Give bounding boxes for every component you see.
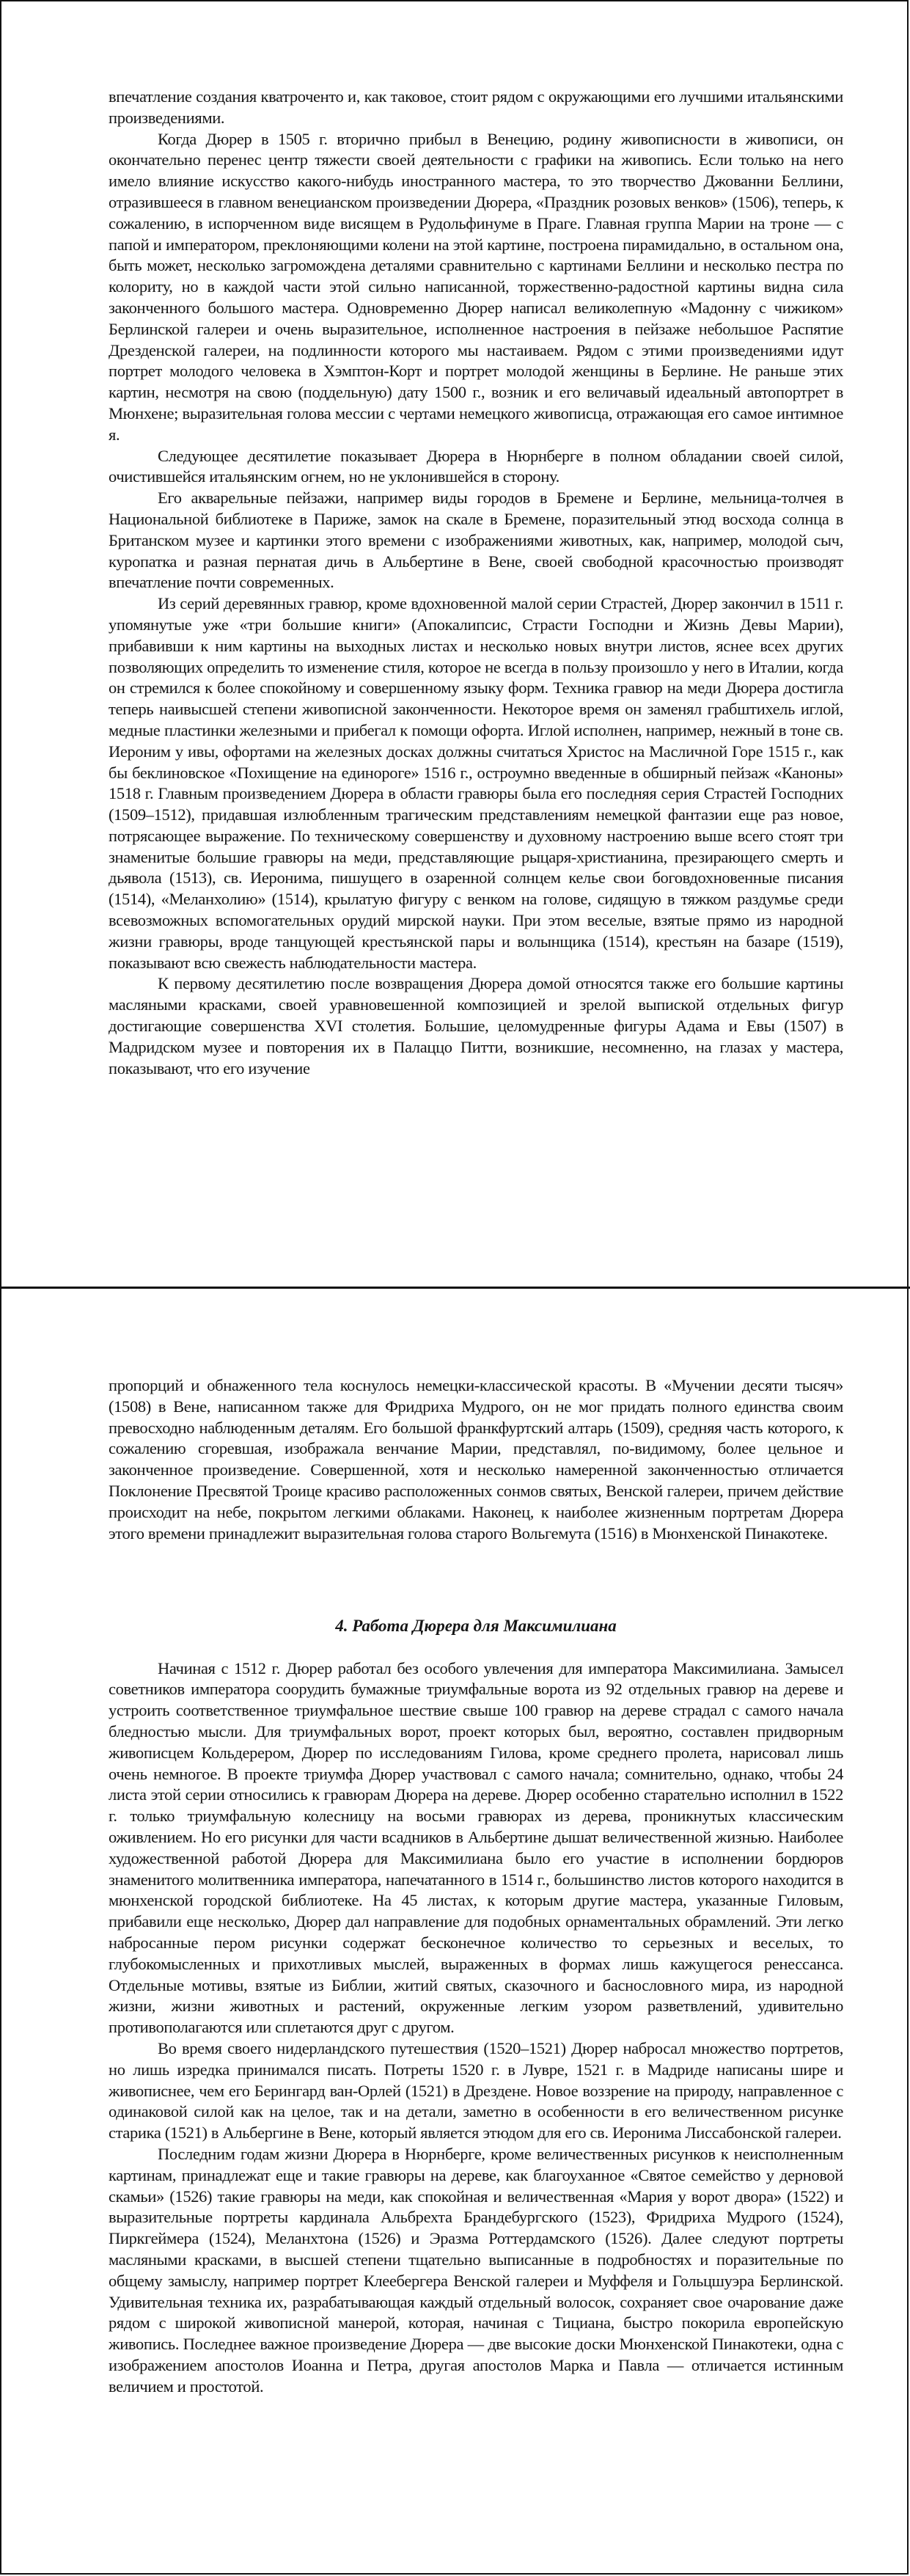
paragraph: К первому десятилетию после возвращения Дюрера домой относятся также его большие картины масляными красками, своей уравновешенной композицией и зрелой выпиской отдельных фигур достигающие совершенства XVI столетия. Большие, целомудренные фигуры Адама и Евы (1507) в Мадридском музее и повторения их в Палаццо Питти, возникшие, несомненно, на глазах у мастера, показывают, что его изучение	[109, 974, 843, 1077]
page-2-continuation	[109, 1375, 843, 1544]
page-separator	[0, 1287, 910, 1289]
paragraph-continuation: пропорций и обнаженного тела коснулось немецки-классической красоты. В «Мучении десяти тысяч» (1508) в Вене, написанном также для Фридриха Мудрого, он не мог придать полного единства своим превосходно наблюденным деталям. Его большой франкфуртский алтарь (1509), средняя часть которого, к сожалению сгоревшая, изображала венчание Марии, представлял, по-видимому, более цельное и законченное произведение. Совершенной, хотя и несколько намеренной законченностью отличается Поклонение Пресвятой Троице красиво расположенных сонмов святых, Венской галереи, причем действие происходит на небе, покрытом легкими облаками. Наконец, к наиболее жизненным портретам Дюрера этого времени принадлежит выразительная голова старого Вольгемута (1516) в Мюнхенской Пинакотеке.	[109, 1376, 843, 1543]
page-2-section	[109, 1616, 843, 2397]
page-1-body	[109, 87, 843, 1079]
section-heading: 4. Работа Дюрера для Максимилиана	[335, 1617, 617, 1635]
paragraph: Из серий деревянных гравюр, кроме вдохновенной малой серии Страстей, Дюрер закончил в 1511 г. упомянутые уже «три большие книги» (Апокалипсис, Страсти Господни и Жизнь Девы Марии), прибавивши к ним картины на выходных листах и несколько новых внутри листов, яснее всех других позволяющих определить то изменение стиля, которое не всегда в пользу произошло у него в Италии, когда он стремился к более спокойному и совершенному языку форм. Техника гравюр на меди Дюрера достигла теперь наивысшей степени живописной законченности. Некоторое время он заменял грабштихель иглой, медные пластинки железными и прибегал к помощи офорта. Иглой исполнен, например, нежный в тоне св. Иероним у ивы, офортами на железных досках должны считаться Христос на Масличной Горе 1515 г., как бы беклиновское «Похищение на единороге» 1516 г., остроумно введенные в обширный пейзаж «Каноны» 1518 г. Главным произведением Дюрера в области гравюры была его последняя серия Страстей Господних (1509–1512), придавшая излюбленным трагическим представлениям немецкой фантазии еще раз новое, потрясающее выражение. По техническому совершенству и духовному настроению выше всего стоят три знаменитые большие гравюры на меди, представляющие рыцаря-христианина, презирающего смерть и дьявола (1513), св. Иеронима, пишущего в озаренной солнцем келье свои боговдохновенные писания (1514), «Меланхолию» (1514), крылатую фигуру с венком на голове, сидящую в тяжком раздумье среди всевозможных вспомогательных орудий мирской науки. При этом веселые, взятые прямо из народной жизни гравюры, вроде танцующей крестьянской пары и волынщика (1514), крестьян на базаре (1519), показывают всю свежесть наблюдательности мастера.	[109, 594, 843, 972]
paragraph: Его акварельные пейзажи, например виды городов в Бремене и Берлине, мельница-толчея в Национальной библиотеке в Париже, замок на скале в Бремене, поразительный этюд восхода солнца в Британском музее и картинки этого времени с изображениями животных, как, например, молодой сыч, куропатка и разная пернатая дичь в Альбертине в Вене, своей свободной красочностью производят впечатление почти современных.	[109, 489, 843, 592]
paragraph: Следующее десятилетие показывает Дюрера в Нюрнберге в полном обладании своей силой, очистившейся итальянским огнем, но не уклонившейся в сторону.	[109, 446, 843, 486]
paragraph: впечатление создания кватроченто и, как таковое, стоит рядом с окружающими его лучшими итальянскими произведениями.	[109, 87, 843, 127]
section-body	[109, 1658, 843, 2398]
paragraph: Начиная с 1512 г. Дюрер работал без особого увлечения для императора Максимилиана. Замысел советников императора соорудить бумажные триумфальные ворота из 92 отдельных гравюр на дереве и устроить соответственное триумфальное шествие свыше 100 гравюр на дереве страдал с самого начала бледностью мысли. Для триумфальных ворот, проект которых был, вероятно, составлен придворным живописцем Кольдерером, Дюрер по исследованиям Гилова, кроме среднего пролета, нарисовал лишь очень немногое. В проекте триумфа Дюрер участвовал с самого начала; сомнительно, однако, чтобы 24 листа этой серии относились к гравюрам Дюрера на дереве. Дюрер особенно старательно исполнил в 1522 г. только триумфальную колесницу на восьми гравюрах из дерева, проникнутых классическим оживлением. Но его рисунки для части всадников в Альбертине дышат величественной жизнью. Наиболее художественной работой Дюрера для Максимилиана было его участие в исполнении бордюров знаменитого молитвенника императора, напечатанного в 1514 г., большинство листов которого находится в мюнхенской городской библиотеке. На 45 листах, к которым другие мастера, указанные Гиловым, прибавили еще несколько, Дюрер дал направление для подобных орнаментальных обрамлений. Эти легко набросанные пером рисунки содержат бесконечное количество то серьезных и веселых, то глубокомысленных и прихотливых мыслей, выраженных в формах лишь кажущегося ренессанса. Отдельные мотивы, взятые из Библии, житий святых, сказочного и баснословного мира, из народной жизни, жизни животных и растений, окруженные легким узором разветвлений, удивительно противополагаются или сплетаются друг с другом.	[109, 1658, 843, 2037]
paragraph: Когда Дюрер в 1505 г. вторично прибыл в Венецию, родину живописности в живописи, он окончательно перенес центр тяжести своей деятельности с графики на живопись. Если только на него имело влияние искусство какого-нибудь иностранного мастера, то это творчество Джованни Беллини, отразившееся в главном венецианском произведении Дюрера, «Праздник розовых венков» (1506), теперь, к сожалению, в испорченном виде висящем в Рудольфинуме в Праге. Главная группа Марии на троне — с папой и императором, преклоняющими колени на этой картине, построена пирамидально, в остальном она, быть может, несколько загромождена деталями сравнительно с картинами Беллини и несколько пестра по колориту, но в каждой части этой сильно написанной, торжественно-радостной картины видна сила законченного большого мастера. Одновременно Дюрер написал великолепную «Мадонну с чижиком» Берлинской галереи и очень выразительное, исполненное настроения в пейзаже небольшое Распятие Дрезденской галереи, на подлинности которого мы настаиваем. Рядом с этими произведениями идут портрет молодого человека в Хэмптон-Корт и портрет молодой женщины в Берлине. Не раньше этих картин, несмотря на свою (поддельную) дату 1500 г., возник и его величавый идеальный автопортрет в Мюнхене; выразительная голова мессии с чертами немецкого живописца, отражающая его самое интимное я.	[109, 129, 843, 444]
paragraph: Последним годам жизни Дюрера в Нюрнберге, кроме величественных рисунков к неисполненным картинам, принадлежат еще и такие гравюры на дереве, как благоуханное «Святое семейство у дерновой скамьи» (1526) такие гравюры на меди, как спокойная и величественная «Мария у ворот двора» (1522) и выразительные портреты кардинала Альбрехта Брандебургского (1523), Фридриха Мудрого (1524), Пиркгеймера (1524), Меланхтона (1526) и Эразма Роттердамского (1526). Далее следуют портреты масляными красками, в высшей степени тщательно выписанные в подробностях и поразительные по общему замыслу, например портрет Клеебергера Венской галереи и Муффеля и Гольцшуэра Берлинской. Удивительная техника их, разрабатывающая каждый отдельный волосок, сохраняет свое очарование даже рядом с широкой живописной манерой, которая, начиная с Тициана, быстро покорила европейскую живопись. Последнее важное произведение Дюрера — две высокие доски Мюнхенской Пинакотеки, одна с изображением апостолов Иоанна и Петра, другая апостолов Марка и Павла — отличается истинным величием и простотой.	[109, 2144, 843, 2396]
paragraph: Во время своего нидерландского путешествия (1520–1521) Дюрер набросал множество портретов, но лишь изредка принимался писать. Потреты 1520 г. в Лувре, 1521 г. в Мадриде написаны шире и живописнее, чем его Берингард ван-Орлей (1521) в Дрездене. Новое воззрение на природу, направленное с одинаковой силой как на целое, так и на детали, заметно в особенности в его величественном рисунке старика (1521) в Альбергине в Вене, который является этюдом для его св. Иеронима Лиссабонской галереи.	[109, 2038, 843, 2143]
